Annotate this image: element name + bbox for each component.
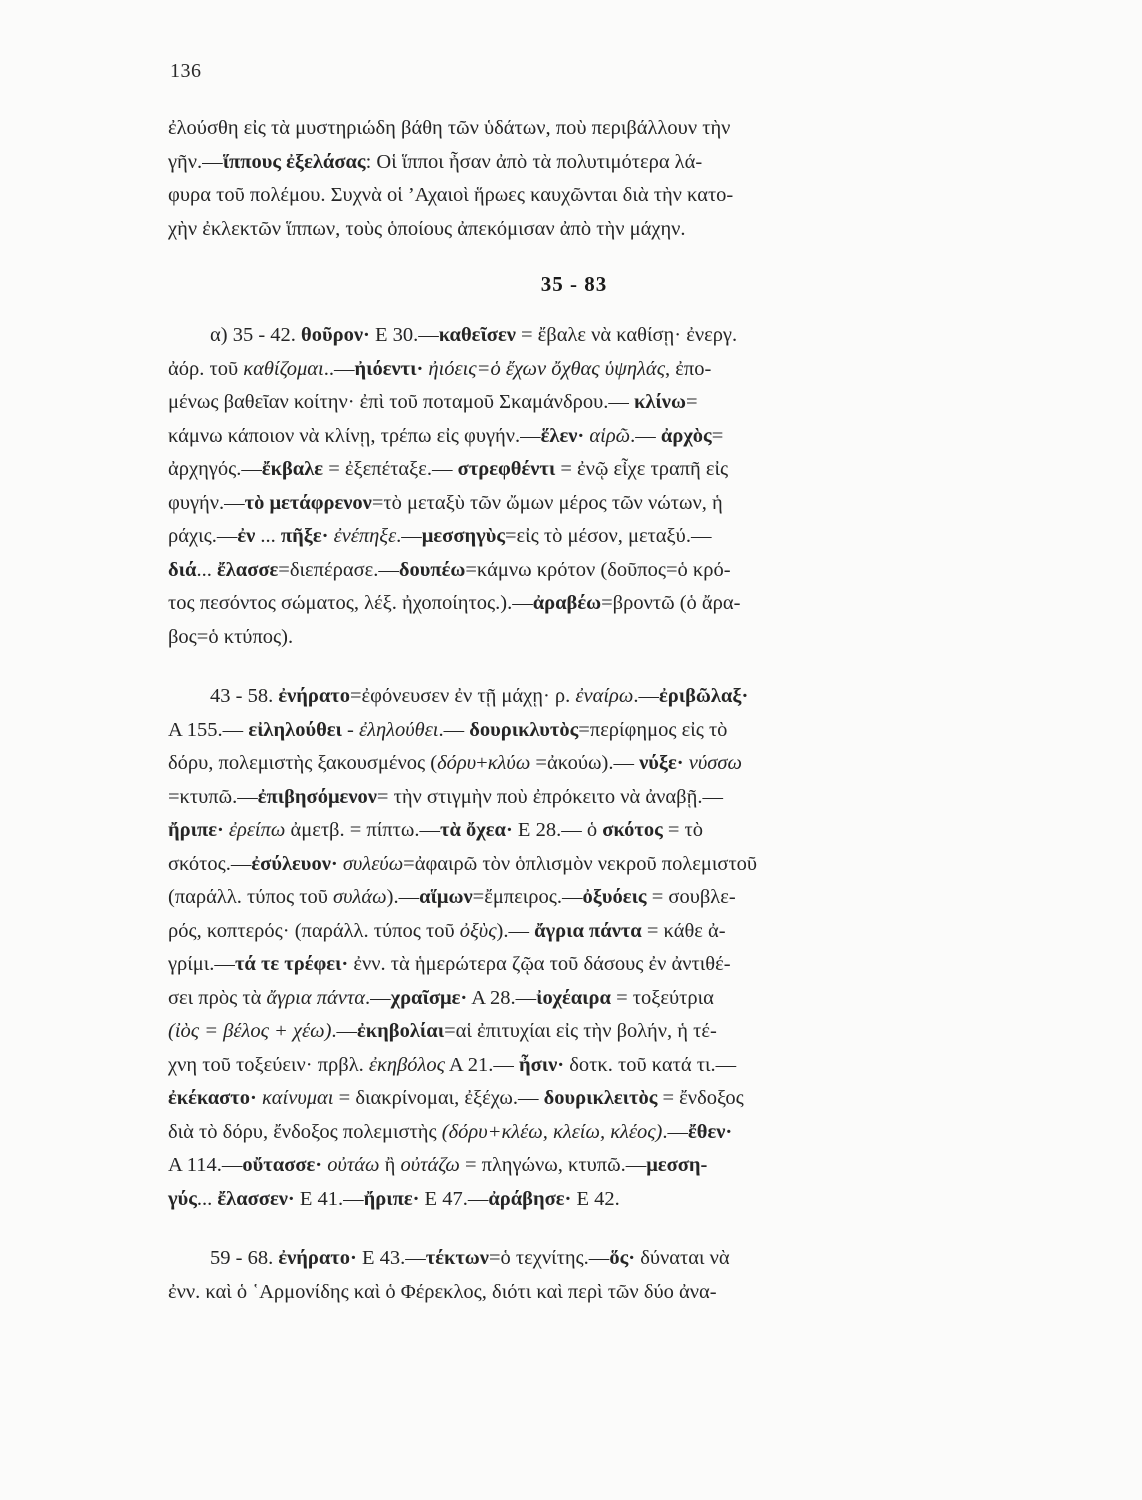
- lemma: διά: [168, 558, 197, 581]
- line-text: ...: [196, 558, 217, 581]
- line-text: =: [685, 391, 698, 413]
- line-text: .—: [633, 685, 659, 707]
- line-text: ἐνν. καὶ ὁ ῾Αρμονίδης καὶ ὁ Φέρεκλος, διότι καὶ περὶ τῶν δύο ἀνα-: [168, 1280, 717, 1303]
- lemma: ὀξυόεις: [582, 886, 647, 908]
- line-text: , ἐπο-: [665, 357, 712, 380]
- line-text: ).—: [386, 886, 420, 908]
- lemma: ἔθεν·: [688, 1120, 733, 1143]
- gloss: αἱρῶ: [584, 424, 631, 447]
- line-text: Α 21.—: [444, 1053, 519, 1076]
- text-line: [168, 146, 980, 180]
- line-text: = πληγώνω, κτυπῶ.—: [459, 1154, 647, 1176]
- line-text: =ἔμπειρος.—: [472, 886, 583, 908]
- line-text: : Οἱ ἵπποι ἦσαν ἀπὸ τὰ πολυτιμότερα λά-: [365, 150, 703, 173]
- line-text: γρίμι.—: [168, 953, 235, 975]
- line-text: ...: [255, 525, 281, 547]
- lemma: μεσση-: [646, 1154, 708, 1176]
- line-text: -: [341, 718, 359, 741]
- section-35-42: [168, 319, 980, 654]
- page-number: 136: [170, 60, 202, 82]
- lemma: ἐριβῶλαξ·: [658, 685, 749, 707]
- line-text: 43 - 58.: [210, 685, 279, 707]
- lemma: ὅς·: [609, 1247, 636, 1269]
- text-line: [168, 1276, 980, 1310]
- line-text: = τοξεύτρια: [610, 986, 714, 1009]
- gloss: ἄγρια πάντα: [266, 986, 365, 1009]
- text-line: [168, 487, 980, 521]
- text-line: [168, 420, 980, 454]
- gloss: ἐρείπω: [223, 819, 286, 841]
- line-text: = ἐνῷ εἶχε τραπῆ εἰς: [555, 458, 729, 480]
- gloss: (δόρυ+κλέω, κλείω, κλέος): [441, 1120, 663, 1143]
- line-text: .—: [331, 1020, 358, 1042]
- gloss: συλάω: [333, 886, 387, 908]
- line-text: =εἰς τὸ μέσον, μεταξύ.—: [505, 525, 712, 547]
- line-text: φυρα τοῦ πολέμου. Συχνὰ οἱ ’Αχαιοὶ ἥρωες καυχῶνται διὰ τὴν κατο-: [168, 184, 734, 206]
- gloss: ἐναίρω: [575, 685, 634, 707]
- text-line: [168, 386, 980, 420]
- lemma: ἀρχὸς: [660, 424, 712, 447]
- line-text: Ε 42.: [571, 1187, 620, 1210]
- lemma: τέκτων: [425, 1247, 489, 1269]
- line-text: χὴν ἐκλεκτῶν ἵππων, τοὺς ὁποίους ἀπεκόμισαν ἀπὸ τὴν μάχην.: [168, 217, 686, 240]
- gloss: ἐκηβόλος: [368, 1053, 445, 1076]
- text-line: [168, 112, 980, 146]
- line-text: .—: [630, 424, 661, 447]
- lemma: τά τε τρέφει·: [234, 953, 349, 975]
- lemma: μεσσηγὺς: [421, 525, 505, 547]
- text-line: [168, 915, 980, 949]
- lemma: ἐπιβησόμενον: [257, 785, 377, 808]
- section-59-68: [168, 1242, 980, 1309]
- line-text: = ἔβαλε νὰ καθίσῃ· ἐνεργ.: [515, 324, 738, 346]
- text-line: [168, 621, 980, 655]
- line-text: =ὁ τεχνίτης.—: [488, 1247, 610, 1269]
- line-text: διὰ τὸ δόρυ, ἔνδοξος πολεμιστὴς: [168, 1120, 442, 1143]
- line-text: .—: [662, 1120, 689, 1143]
- line-text: Ε 41.—: [294, 1187, 364, 1210]
- lemma: ἐνήρατο·: [278, 1247, 357, 1269]
- lemma: ἦσιν·: [518, 1053, 565, 1076]
- gloss: ὀξὺς: [459, 919, 497, 942]
- lemma: ἐκηβολίαι: [357, 1020, 445, 1042]
- lemma: ἐσύλευον·: [251, 852, 338, 875]
- section-43-58: [168, 680, 980, 1216]
- lemma: θοῦρον·: [301, 324, 370, 346]
- line-text: ράχις.—: [168, 525, 238, 547]
- lemma: ἐκέκαστο·: [168, 1087, 257, 1109]
- gloss: ἠιόεις=ὁ ἔχων ὄχθας ὑψηλάς: [423, 357, 666, 380]
- line-text: .—: [438, 718, 470, 741]
- lemma: κλίνω: [634, 391, 686, 413]
- line-text: ἐνν. τὰ ἡμερώτερα ζῷα τοῦ δάσους ἐν ἀντιθέ-: [348, 953, 731, 975]
- lemma: ἰοχέαιρα: [536, 986, 611, 1009]
- gloss: συλεύω: [337, 852, 404, 875]
- text-line: [168, 881, 980, 915]
- text-line: [168, 1015, 980, 1049]
- lemma: εἰληλούθει: [248, 718, 342, 741]
- line-text: =: [711, 424, 724, 447]
- section-heading: 35 - 83: [540, 272, 608, 296]
- text-line: [168, 520, 980, 554]
- lemma: ἔκβαλε: [261, 458, 324, 480]
- line-text: ρός, κοπτερός· (παράλλ. τύπος τοῦ: [168, 919, 460, 942]
- line-text: χνη τοῦ τοξεύειν· πρβλ.: [168, 1053, 369, 1076]
- line-text: +: [476, 752, 488, 774]
- line-text: ).—: [496, 919, 535, 942]
- line-text: =τὸ μεταξὺ τῶν ὤμων μέρος τῶν νώτων, ἡ: [371, 491, 723, 514]
- text-line: [168, 1242, 980, 1276]
- line-text: = τὸ: [662, 819, 704, 841]
- line-text: ἢ: [379, 1154, 401, 1176]
- text-line: [168, 1049, 980, 1083]
- gloss: νύσσω: [683, 752, 742, 774]
- line-text: φυγήν.—: [168, 491, 245, 514]
- lemma: ἤριπε·: [168, 819, 224, 841]
- line-text: ..—: [323, 357, 355, 380]
- line-text: Α 28.—: [467, 986, 537, 1009]
- text-line: [168, 353, 980, 387]
- text-line: [168, 714, 980, 748]
- line-text: σκότος.—: [168, 852, 252, 875]
- lemma: σκότος: [602, 819, 663, 841]
- line-text: = ἐξεπέταξε.—: [323, 458, 458, 480]
- lemma: τὰ ὄχεα·: [440, 819, 513, 841]
- gloss: οὐτάζω: [400, 1154, 460, 1176]
- gloss: καίνυμαι: [256, 1087, 334, 1109]
- lemma: δουρικλυτὸς: [469, 718, 579, 741]
- text-line: [168, 982, 980, 1016]
- lemma: αἵμων: [419, 886, 473, 908]
- line-text: κάμνω κάποιον νὰ κλίνῃ, τρέπω εἰς φυγήν.—: [168, 424, 541, 447]
- line-text: = σουβλε-: [646, 886, 736, 908]
- line-text: δόρυ, πολεμιστὴς ξακουσμένος (: [168, 752, 438, 774]
- text-line: [168, 587, 980, 621]
- lemma: γύς: [168, 1187, 197, 1210]
- text-line: [168, 213, 980, 247]
- lemma: στρεφθέντι: [457, 458, 556, 480]
- spacer: [168, 1216, 980, 1242]
- line-text: ἀόρ. τοῦ: [168, 357, 244, 380]
- line-text: Ε 47.—: [419, 1187, 489, 1210]
- line-text: γῆν.—: [168, 150, 223, 173]
- lemma: ἠιόεντι·: [354, 357, 424, 380]
- text-line: [168, 319, 980, 353]
- line-text: ἐλούσθη εἰς τὰ μυστηριώδη βάθη τῶν ὑδάτων, ποὺ περιβάλλουν τὴν: [168, 117, 731, 139]
- line-text: 59 - 68.: [210, 1247, 279, 1269]
- text-line: [168, 453, 980, 487]
- text-line: [168, 179, 980, 213]
- line-text: βος=ὁ κτύπος).: [168, 625, 294, 648]
- line-text: σει πρὸς τὰ: [168, 986, 267, 1009]
- line-text: ἀμετβ. = πίπτω.—: [285, 819, 441, 841]
- line-text: = ἔνδοξος: [657, 1087, 744, 1109]
- line-text: ἀρχηγός.—: [168, 458, 262, 480]
- line-text: α) 35 - 42.: [210, 324, 302, 346]
- gloss: κλύω: [487, 752, 531, 774]
- lemma: ἐνήρατο: [278, 685, 350, 707]
- line-text: = διακρίνομαι, ἐξέχω.—: [333, 1087, 544, 1109]
- line-text: Ε 30.—: [369, 324, 439, 346]
- line-text: Α 114.—: [168, 1154, 243, 1176]
- lemma: πῆξε·: [280, 525, 329, 547]
- line-text: =περίφημος εἰς τὸ: [578, 718, 728, 741]
- text-line: [168, 747, 980, 781]
- lemma: νύξε·: [639, 752, 684, 774]
- gloss: ἐνέπηξε: [328, 525, 397, 547]
- text-line: [168, 1082, 980, 1116]
- text-line: [168, 1116, 980, 1150]
- line-text: (παράλλ. τύπος τοῦ: [168, 886, 334, 908]
- line-text: τος πεσόντος σώματος, λέξ. ἠχοποίητος.).—: [168, 592, 533, 614]
- line-text: Ε 28.— ὁ: [512, 819, 603, 841]
- line-text: =αἱ ἐπιτυχίαι εἰς τὴν βολήν, ἡ τέ-: [444, 1020, 717, 1042]
- lemma: ἄγρια πάντα: [534, 919, 642, 942]
- text-line: [168, 848, 980, 882]
- line-text: =κτυπῶ.—: [168, 785, 258, 808]
- text-line: [168, 814, 980, 848]
- line-text: = τὴν στιγμὴν ποὺ ἐπρόκειτο νὰ ἀναβῇ.—: [376, 785, 723, 808]
- gloss: οὐτάω: [322, 1154, 380, 1176]
- gloss: δόρυ: [437, 752, 477, 774]
- line-text: =ἐφόνευσεν ἐν τῇ μάχῃ· ρ.: [350, 685, 576, 707]
- lemma: ἔλασσεν·: [217, 1187, 295, 1210]
- line-text: .—: [396, 525, 422, 547]
- lemma: ἀραβέω: [532, 592, 602, 614]
- text-line: [168, 1183, 980, 1217]
- line-text: δύναται νὰ: [635, 1247, 730, 1269]
- lemma: ἕλεν·: [540, 424, 585, 447]
- paragraph-intro: [168, 112, 980, 246]
- gloss: ἐληλούθει: [359, 718, 439, 741]
- text-line: [168, 948, 980, 982]
- lemma: χραῖσμε·: [390, 986, 468, 1009]
- line-text: ...: [196, 1187, 218, 1210]
- text-line: [168, 680, 980, 714]
- line-text: = κάθε ἀ-: [641, 919, 726, 942]
- lemma: ἔλασσε: [216, 558, 279, 581]
- line-text: =ἀκούω).—: [530, 752, 640, 774]
- lemma: ἀράβησε·: [488, 1187, 572, 1210]
- line-text: Ε 43.—: [356, 1247, 426, 1269]
- line-text: Α 155.—: [168, 718, 249, 741]
- text-line: [168, 781, 980, 815]
- lemma: τὸ μετάφρενον: [244, 491, 372, 514]
- line-text: =κάμνω κρότον (δοῦπος=ὁ κρό-: [465, 558, 731, 581]
- text-line: [168, 554, 980, 588]
- line-text: =ἀφαιρῶ τὸν ὁπλισμὸν νεκροῦ πολεμιστοῦ: [403, 852, 758, 875]
- line-text: μένως βαθεῖαν κοίτην· ἐπὶ τοῦ ποταμοῦ Σκαμάνδρου.—: [168, 391, 634, 413]
- gloss: καθίζομαι: [243, 357, 324, 380]
- lemma: ἐν: [237, 525, 256, 547]
- lemma: ἵππους ἐξελάσας: [222, 150, 366, 173]
- line-text: =διεπέρασε.—: [278, 558, 399, 581]
- lemma: δουπέω: [398, 558, 466, 581]
- line-text: =βροντῶ (ὁ ἄρα-: [601, 592, 741, 614]
- lemma: ἤριπε·: [363, 1187, 420, 1210]
- page-content: [168, 112, 980, 1309]
- line-text: δοτκ. τοῦ κατά τι.—: [564, 1053, 737, 1076]
- gloss: (ἰὸς = βέλος + χέω): [168, 1020, 332, 1042]
- lemma: δουρικλειτὸς: [543, 1087, 658, 1109]
- lemma: καθεῖσεν: [438, 324, 516, 346]
- line-text: .—: [364, 986, 391, 1009]
- lemma: οὔτασσε·: [242, 1154, 323, 1176]
- spacer: [168, 654, 980, 680]
- text-line: [168, 1149, 980, 1183]
